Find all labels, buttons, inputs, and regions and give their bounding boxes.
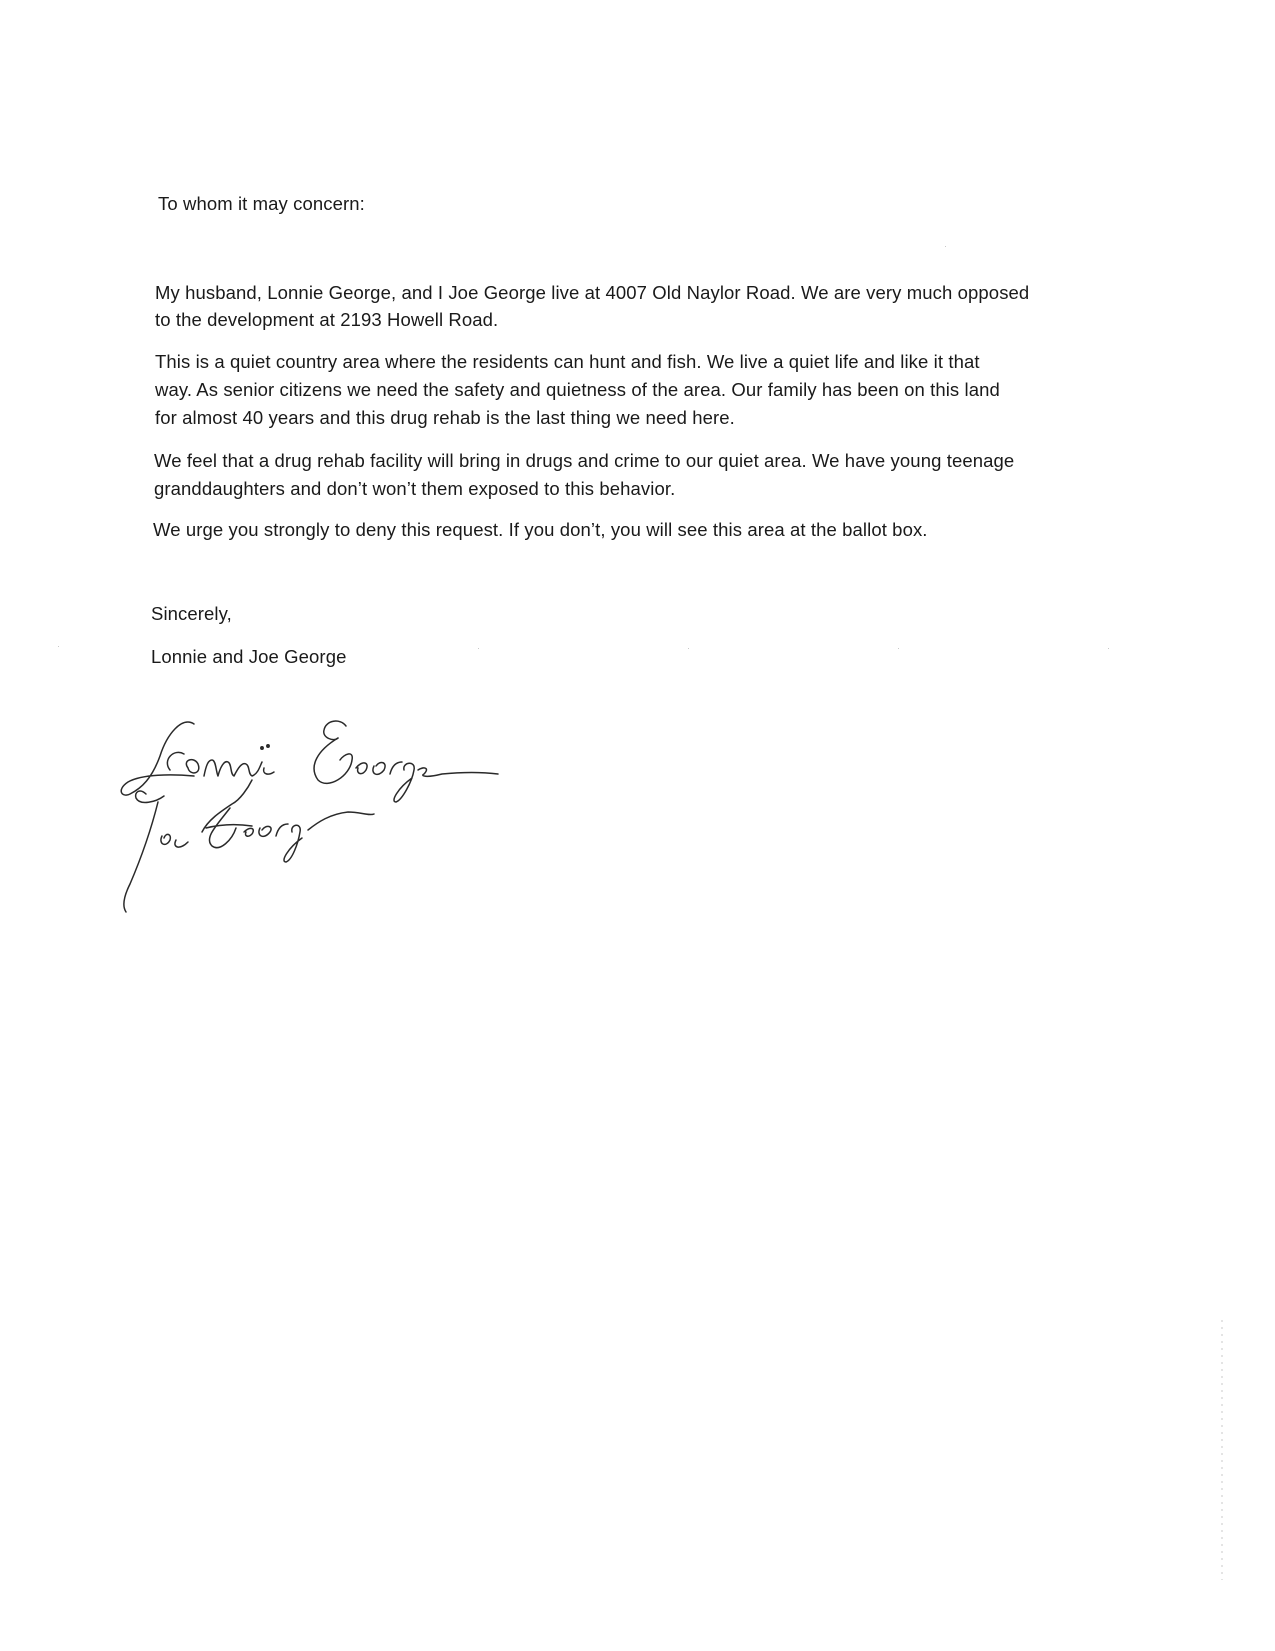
scan-speck [58,646,59,647]
scan-speck [898,648,899,649]
scan-speck [945,246,946,247]
signatory-name: Lonnie and Joe George [151,646,347,667]
closing: Sincerely, [151,603,232,624]
handwritten-signatures [112,716,532,931]
paragraph-4-line-1: We urge you strongly to deny this request. If you don’t, you will see this area at the ballot box. [153,519,928,540]
paragraph-2-line-1: This is a quiet country area where the residents can hunt and fish. We live a quiet life and like it that [155,351,980,372]
paragraph-1-line-1: My husband, Lonnie George, and I Joe George live at 4007 Old Naylor Road. We are very much opposed [155,282,1030,303]
scan-speck [1108,648,1109,649]
salutation: To whom it may concern: [158,193,365,214]
scan-speck [688,648,689,649]
scan-edge-noise [1221,1320,1223,1580]
scan-speck [478,648,479,649]
paragraph-2-line-2: way. As senior citizens we need the safety and quietness of the area. Our family has been on this land [155,379,1000,400]
paragraph-3-line-1: We feel that a drug rehab facility will bring in drugs and crime to our quiet area. We have young teenage [154,450,1015,471]
paragraph-1-line-2: to the development at 2193 Howell Road. [155,309,499,330]
paragraph-3-line-2: granddaughters and don’t won’t them exposed to this behavior. [154,478,676,499]
paragraph-2-line-3: for almost 40 years and this drug rehab is the last thing we need here. [155,407,735,428]
